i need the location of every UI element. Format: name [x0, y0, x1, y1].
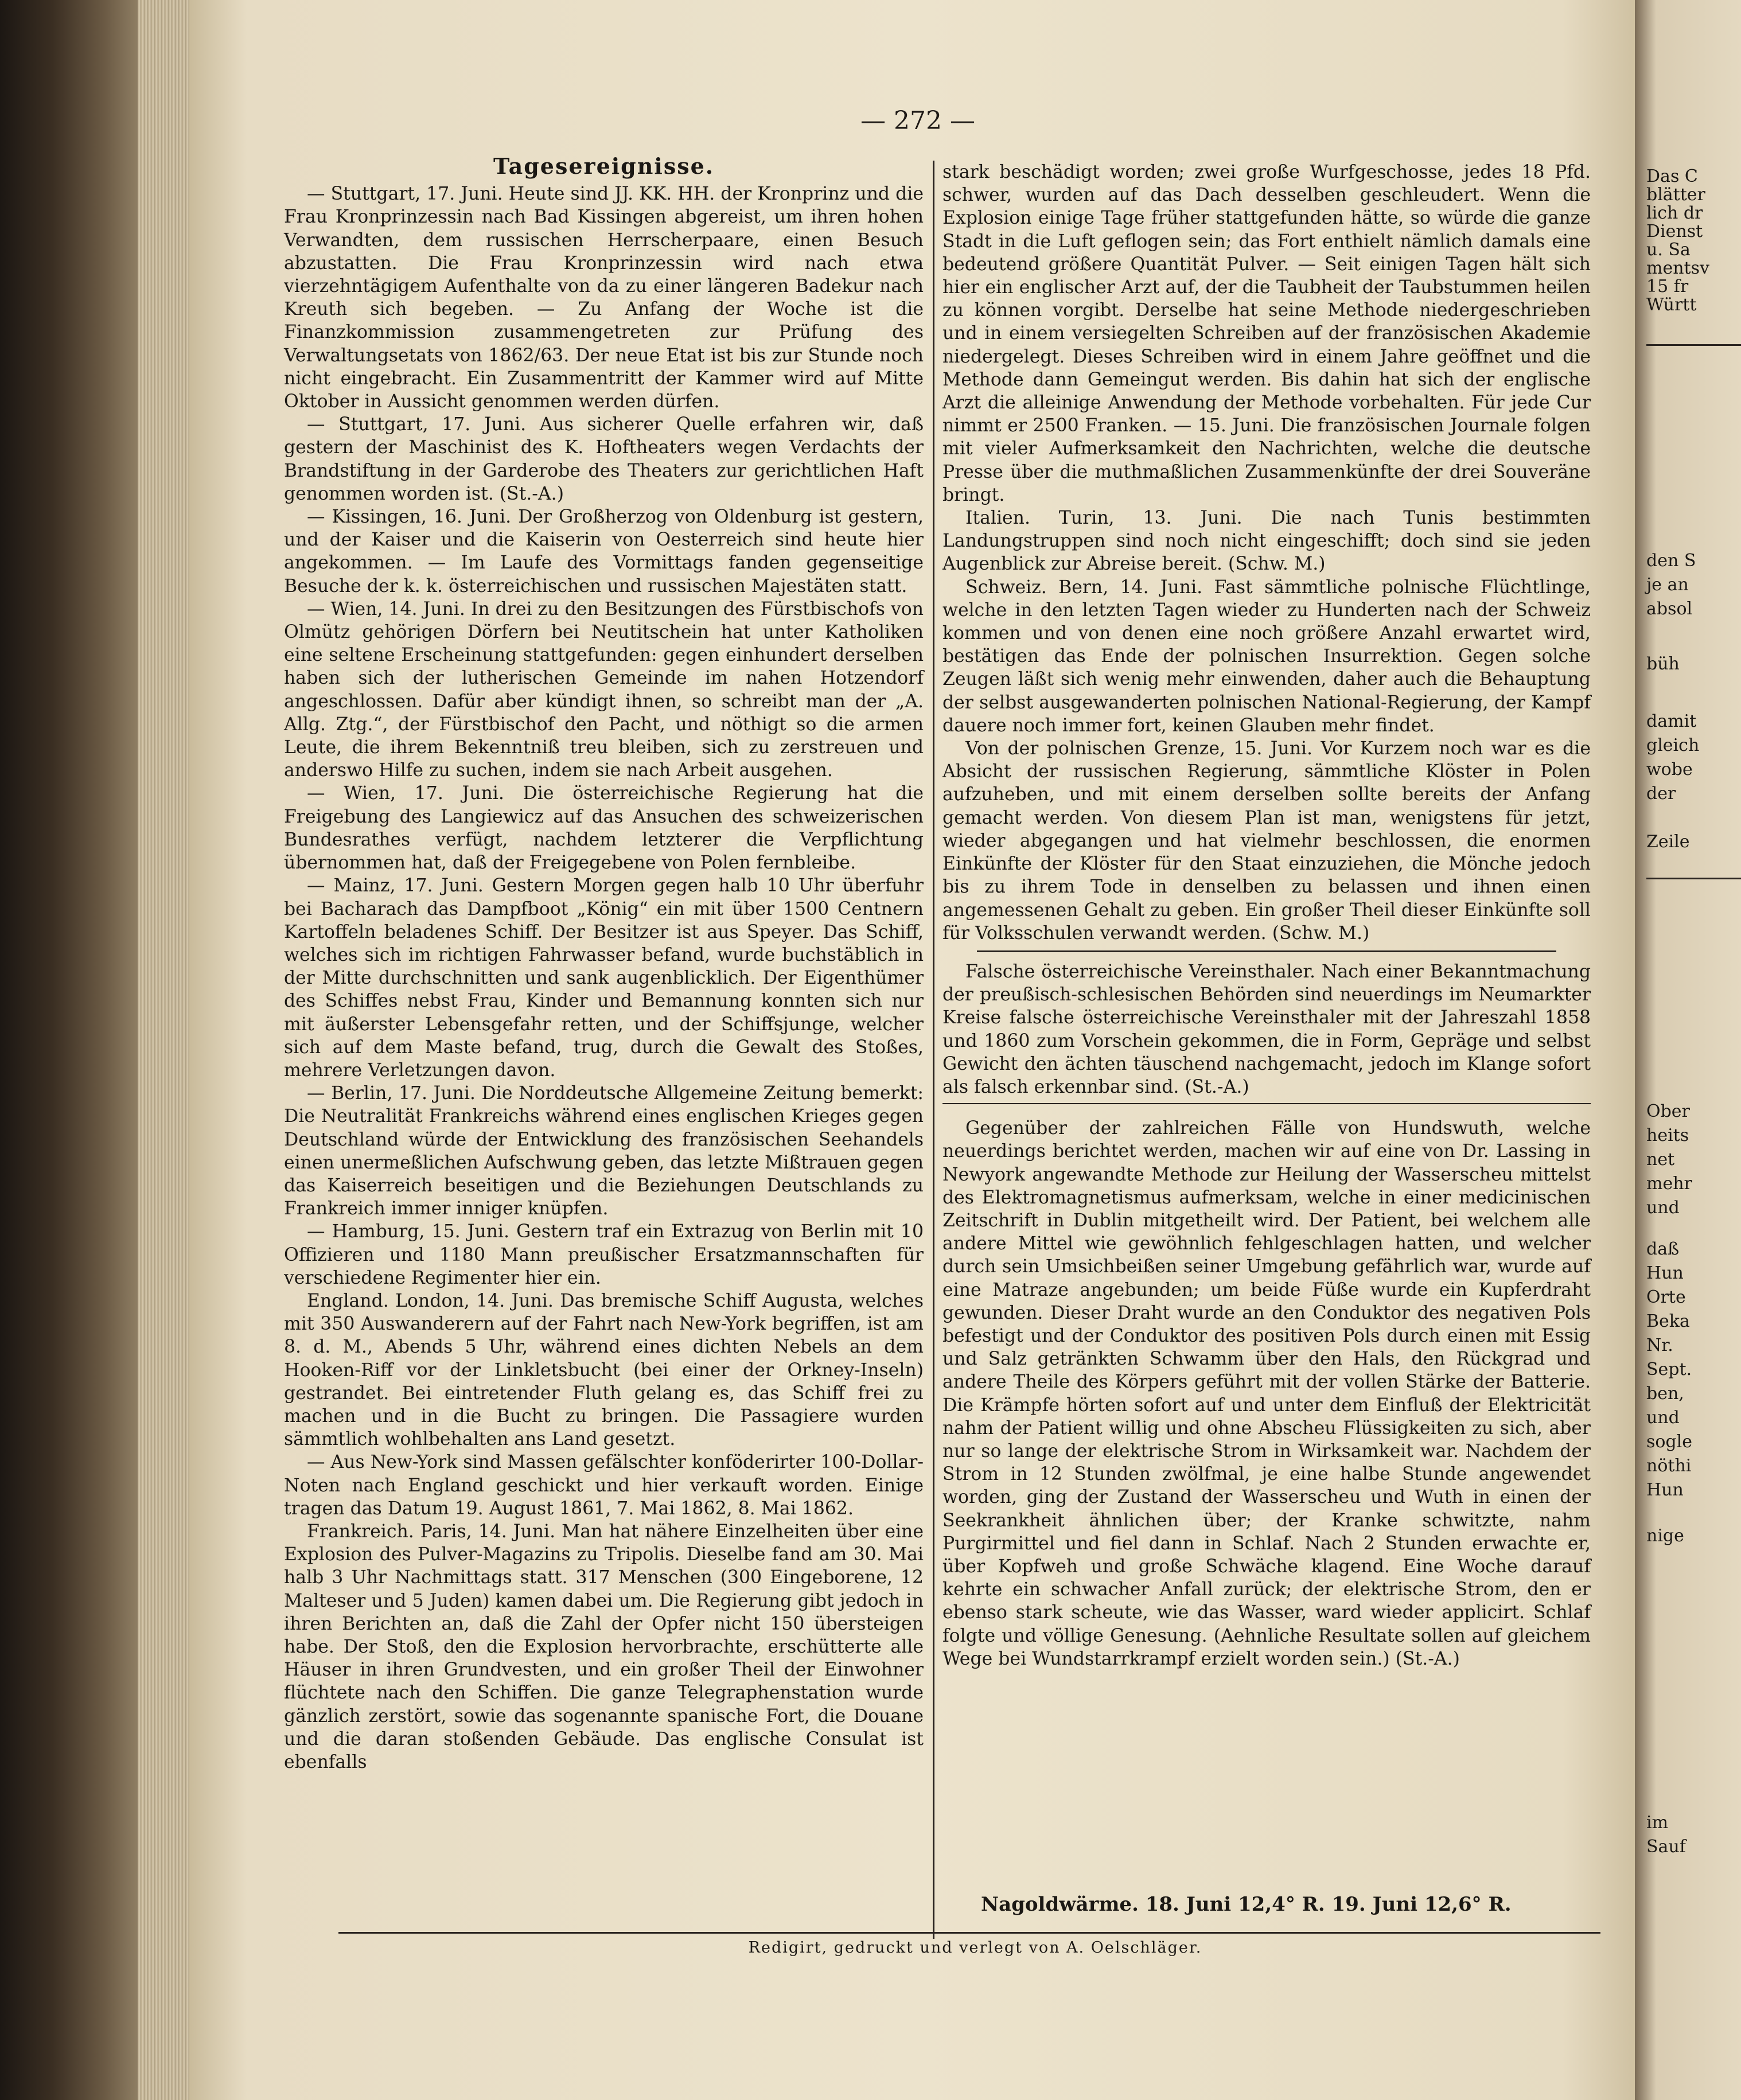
article-berlin: — Berlin, 17. Juni. Die Norddeutsche Allgemeine Zeitung bemerkt: Die Neutralität Frankreichs während eines englischen Krieges gegen Deutschland würde der Entwicklung des französischen Seehandels einen unermeßlichen Aufschwung geben, das letzte Mißtrauen gegen das Kaiserreich beseitigen und die Beziehungen Deutschlands zu Frankreich immer inniger knüpfen.	[284, 1083, 924, 1220]
next-page-fragment: net	[1646, 1150, 1675, 1170]
next-page-rule	[1646, 878, 1741, 879]
next-page-fragment: absol	[1646, 599, 1693, 619]
next-page-fragment: Hun	[1646, 1480, 1684, 1500]
article-stuttgart-2: — Stuttgart, 17. Juni. Aus sicherer Quelle erfahren wir, daß gestern der Maschinist des K. Hoftheaters wegen Verdachts der Brandstiftung in der Garderobe des Theaters zur gerichtlichen Haft genommen worden ist. (St.-A.)	[284, 414, 924, 504]
section-heading: Tagesereignisse.	[493, 153, 715, 179]
column-divider	[933, 161, 934, 1939]
next-page-edge	[1635, 0, 1741, 2100]
left-column	[284, 155, 924, 1774]
right-column	[942, 161, 1591, 1670]
weather-line: Nagoldwärme. 18. Juni 12,4° R. 19. Juni 12,6° R.	[981, 1893, 1512, 1916]
next-page-fragment: Zeile	[1646, 832, 1690, 852]
next-page-fragment: damit	[1646, 711, 1697, 731]
footer-rule	[338, 1932, 1600, 1934]
next-page-fragment: gleich	[1646, 735, 1700, 755]
next-page-fragment: büh	[1646, 654, 1680, 674]
next-page-fragment: Ober	[1646, 1101, 1690, 1121]
book-binding	[0, 0, 149, 2100]
next-page-fragment: sogle	[1646, 1432, 1693, 1452]
next-page-fragment: wobe	[1646, 759, 1693, 780]
next-page-fragment: Sept.	[1646, 1359, 1692, 1380]
article-stuttgart-1: — Stuttgart, 17. Juni. Heute sind JJ. KK. HH. der Kronprinz und die Frau Kronprinzessin nach Bad Kissingen abgereist, um ihren hohen Verwandten, dem russischen Herrscherpaare, einen Besuch abzustatten. Die Frau Kronprinzessin wird nach etwa vierzehntägigem Aufenthalte von da zu einer längeren Badekur nach Kreuth sich begeben. — Zu Anfang der Woche ist die Finanzkommission zusammengetreten zur Prüfung des Verwaltungsetats von 1862/63. Der neue Etat ist bis zur Stunde noch nicht eingebracht. Ein Zusammentritt der Kammer wird auf Mitte Oktober in Aussicht genommen werden dürfen.	[284, 184, 924, 412]
next-page-fragment: Das C	[1646, 166, 1698, 186]
next-page-fragment: mentsv	[1646, 258, 1709, 278]
article-kissingen: — Kissingen, 16. Juni. Der Großherzog von Oldenburg ist gestern, und der Kaiser und die Kaiserin von Oesterreich sind heute hier angekommen. — Im Laufe des Vormittags fanden gegenseitige Besuche der k. k. österreichischen und russischen Majestäten statt.	[284, 507, 924, 597]
next-page-fragment: der	[1646, 784, 1676, 804]
next-page-fragment: je an	[1646, 575, 1689, 595]
article-false-coins: Falsche österreichische Vereinsthaler. Nach einer Bekanntmachung der preußisch-schlesischen Behörden sind neuerdings im Neumarkter Kreise falsche österreichische Vereinsthaler mit der Jahreszahl 1858 und 1860 zum Vorschein gekommen, die in Form, Gepräge und selbst Gewicht den ächten täuschend nachgemacht, jedoch im Klange sofort als falsch erkennbar sind. (St.-A.)	[942, 961, 1591, 1097]
next-page-fragment: Sauf	[1646, 1837, 1686, 1857]
imprint-line: Redigirt, gedruckt und verlegt von A. Oelschläger.	[748, 1939, 1202, 1957]
next-page-fragment: heits	[1646, 1125, 1689, 1146]
next-page-fragment: Dienst	[1646, 221, 1703, 241]
article-newyork: — Aus New-York sind Massen gefälschter konföderirter 100-Dollar-Noten nach England geschickt und hier verkauft worden. Einige tragen das Datum 19. August 1861, 7. Mai 1862, 8. Mai 1862.	[284, 1452, 924, 1519]
article-hamburg: — Hamburg, 15. Juni. Gestern traf ein Extrazug von Berlin mit 10 Offizieren und 1180 Mann preußischer Ersatzmannschaften für verschiedene Regimenter hier ein.	[284, 1221, 924, 1288]
next-page-fragment: Beka	[1646, 1311, 1690, 1331]
article-turin: Italien. Turin, 13. Juni. Die nach Tunis bestimmten Landungstruppen sind noch nicht eingeschifft; doch sind sie jeden Augenblick zur Abreise bereit. (Schw. M.)	[942, 508, 1591, 575]
separator-rule	[977, 950, 1556, 952]
next-page-fragment: Nr.	[1646, 1335, 1673, 1355]
next-page-fragment: blätter	[1646, 185, 1705, 205]
next-page-fragment: und	[1646, 1198, 1680, 1218]
next-page-fragment: nige	[1646, 1526, 1684, 1546]
next-page-fragment: Hun	[1646, 1263, 1684, 1283]
next-page-fragment: und	[1646, 1408, 1680, 1428]
next-page-fragment: ben,	[1646, 1384, 1684, 1404]
next-page-fragment: den S	[1646, 551, 1696, 571]
page-number: — 272 —	[860, 106, 975, 135]
next-page-fragment: daß	[1646, 1239, 1680, 1259]
article-rabies-cure: Gegenüber der zahlreichen Fälle von Hundswuth, welche neuerdings berichtet werden, machen wir auf eine von Dr. Lassing in Newyork angewandte Methode zur Heilung der Wasserscheu mittelst des Elektromagnetismus aufmerksam, welche in einer medicinischen Zeitschrift in Dublin mitgetheilt wird. Der Patient, bei welchem alle andere Mittel wie gewöhnlich fehlgeschlagen hatten, und welcher durch sein Umsichbeißen seiner Umgebung gefährlich war, wurde auf eine Matraze angebunden; um beide Füße wurde ein Kupferdraht gewunden. Dieser Draht wurde an den Conduktor des negativen Pols befestigt und der Conduktor des positiven Pols durch einen mit Essig und Salz getränkten Schwamm über den Hals, den Rückgrad und andere Theile des Körpers geführt mit der vollen Stärke der Batterie. Die Krämpfe hörten sofort auf und unter dem Einfluß der Elektricität nahm der Patient willig und ohne Abscheu Flüssigkeiten zu sich, aber nur so lange der elektrische Strom in Wirksamkeit war. Nachdem der Strom in 12 Stunden zwölfmal, je eine halbe Stunde angewendet worden, ging der Zustand der Wasserscheu und Wuth in einen der Seekrankheit ähnlichen über; der Kranke schwitzte, nahm Purgirmittel und fiel dann in Schlaf. Nach 2 Stunden erwachte er, über Kopfweh und große Schwäche klagend. Eine Woche darauf kehrte ein schwacher Anfall zurück; der elektrische Strom, den er ebenso stark scheute, wie das Wasser, ward wieder applicirt. Schlaf folgte und völlige Genesung. (Aehnliche Resultate sollen auf gleichem Wege bei Wundstarrkrampf erzielt worden sein.) (St.-A.)	[942, 1118, 1591, 1669]
next-page-fragment: Orte	[1646, 1287, 1686, 1307]
next-page-fragment: 15 fr	[1646, 276, 1689, 297]
article-polish-border: Von der polnischen Grenze, 15. Juni. Vor Kurzem noch war es die Absicht der russischen Regierung, sämmtliche Klöster in Polen aufzuheben, und mit einem derselben sollte bereits der Anfang gemacht werden. Von diesem Plan ist man, wenigstens für jetzt, wieder abgegangen und hat vielmehr beschlossen, die enormen Einkünfte der Klöster für den Staat einzuziehen, die Mönche jedoch bis zu ihrem Tode in denselben zu belassen und ihnen einen angemessenen Gehalt zu geben. Ein großer Theil dieser Einkünfte soll für Volksschulen verwandt werden. (Schw. M.)	[942, 738, 1591, 944]
article-paris: Frankreich. Paris, 14. Juni. Man hat nähere Einzelheiten über eine Explosion des Pulver-Magazins zu Tripolis. Dieselbe fand am 30. Mai halb 3 Uhr Nachmittags statt. 317 Menschen (300 Eingeborene, 12 Malteser und 5 Juden) kamen dabei um. Die Regierung gibt jedoch in ihren Berichten an, daß die Zahl der Opfer nicht 150 übersteigen habe. Der Stoß, den die Explosion hervorbrachte, erschütterte alle Häuser in ihren Grundvesten, und ein großer Theil der Einwohner flüchtete nach den Schiffen. Die ganze Telegraphenstation wurde gänzlich zerstört, sowie das sogenannte spanische Fort, die Douane und die daran stoßenden Gebäude. Das englische Consulat ist ebenfalls	[284, 1521, 924, 1773]
next-page-fragment: mehr	[1646, 1174, 1692, 1194]
article-mainz: — Mainz, 17. Juni. Gestern Morgen gegen halb 10 Uhr überfuhr bei Bacharach das Dampfboot „König“ ein mit über 1500 Centnern Kartoffeln beladenes Schiff. Der Besitzer ist aus Speyer. Das Schiff, welches sich im richtigen Fahrwasser befand, wurde buchstäblich in der Mitte durchschnitten und sank augenblicklich. Der Eigenthümer des Schiffes nebst Frau, Kinder und Bemannung konnten sich nur mit äußerster Lebensgefahr retten, und der Schiffsjunge, welcher sich auf dem Maste befand, trug, durch die Gewalt des Stoßes, mehrere Verletzungen davon.	[284, 875, 924, 1081]
article-wien-1: — Wien, 14. Juni. In drei zu den Besitzungen des Fürstbischofs von Olmütz gehörigen Dörfern bei Neutitschein hat unter Katholiken eine seltene Erscheinung stattgefunden: gegen einhundert derselben haben sich der lutherischen Gemeinde im nahen Hotzendorf angeschlossen. Dafür aber kündigt ihnen, so schreibt man der „A. Allg. Ztg.“, der Fürstbischof den Pacht, und nöthigt so die armen Leute, die ihrem Bekenntniß treu bleiben, sich zu zerstreuen und anderswo Hilfe zu suchen, indem sie nach Arbeit ausgehen.	[284, 598, 924, 781]
next-page-fragment: nöthi	[1646, 1456, 1692, 1476]
article-bern: Schweiz. Bern, 14. Juni. Fast sämmtliche polnische Flüchtlinge, welche in den letzten Tagen wieder zu Hunderten nach der Schweiz kommen und von denen eine noch größere Anzahl erwartet wird, bestätigen das Ende der polnischen Insurrektion. Gegen solche Zeugen läßt sich wenig mehr einwenden, daher auch die Behauptung der selbst ausgewanderten polnischen National-Regierung, der Kampf dauere noch immer fort, keinen Glauben mehr findet.	[942, 576, 1591, 736]
next-page-fragment: u. Sa	[1646, 240, 1691, 260]
article-london: England. London, 14. Juni. Das bremische Schiff Augusta, welches mit 350 Auswanderern auf der Fahrt nach New-York begriffen, ist am 8. d. M., Abends 5 Uhr, während eines dichten Nebels an dem Hooken-Riff vor der Linkletsbucht (bei einer der Orkney-Inseln) gestrandet. Bei eintretender Fluth gelang es, das Schiff frei zu machen und in die Bucht zu bringen. Die Passagiere wurden sämmtlich wohlbehalten ans Land gesetzt.	[284, 1290, 924, 1450]
separator-rule-2	[942, 1103, 1591, 1104]
article-paris-continued: stark beschädigt worden; zwei große Wurfgeschosse, jedes 18 Pfd. schwer, wurden auf das Dach desselben geschleudert. Wenn die Explosion einige Tage früher stattgefunden hätte, so würde die ganze Stadt in die Luft geflogen sein; das Fort enthielt nämlich damals eine bedeutend größere Quantität Pulver. — Seit einigen Tagen hält sich hier ein englischer Arzt auf, der die Taubheit der Taubstummen heilen zu können vorgibt. Derselbe hat seine Methode niedergeschrieben und in einem versiegelten Schreiben auf der französischen Akademie niedergelegt. Dieses Schreiben wird in einem Jahre geöffnet und die Methode dann Gemeingut werden. Bis dahin hat sich der englische Arzt die alleinige Anwendung der Methode vorbehalten. Für jede Cur nimmt er 2500 Franken. — 15. Juni. Die französischen Journale folgen mit vieler Aufmerksamkeit den Nachrichten, welche die deutsche Presse über die muthmaßlichen Zusammenkünfte der drei Souveräne bringt.	[942, 162, 1591, 505]
article-wien-2: — Wien, 17. Juni. Die österreichische Regierung hat die Freigebung des Langiewicz auf das Ansuchen des schweizerischen Bundesrathes verfügt, nachdem letzterer die Verpflichtung übernommen hat, daß der Freigegebene von Polen fernbleibe.	[284, 783, 924, 874]
next-page-fragment: im	[1646, 1813, 1669, 1833]
next-page-fragment: Württ	[1646, 295, 1697, 315]
next-page-fragment: lich dr	[1646, 203, 1703, 223]
next-page-rule	[1646, 344, 1741, 346]
